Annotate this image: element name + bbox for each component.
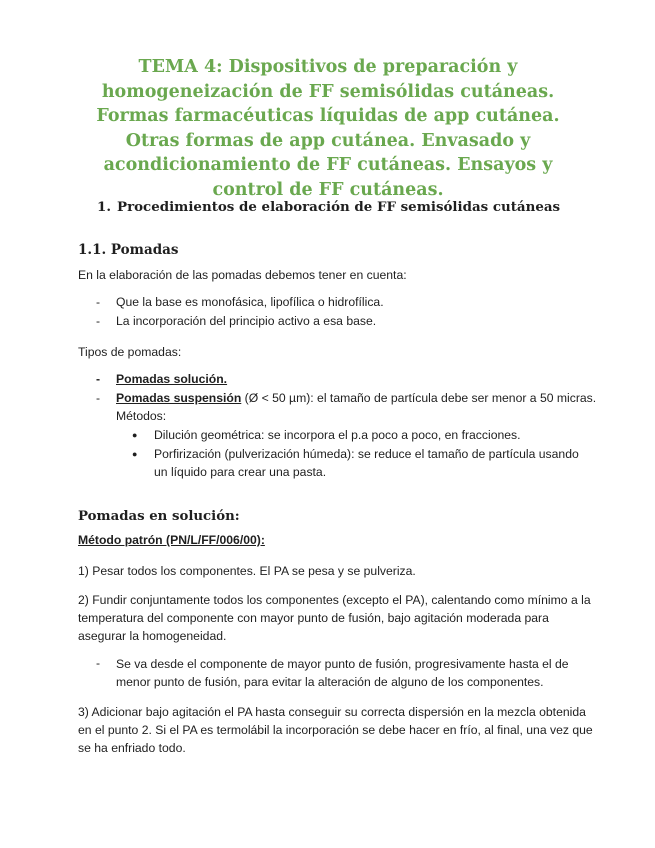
section-number: 1. bbox=[97, 199, 111, 215]
step-3-line: 3) Adicionar bajo agitación el PA hasta conseguir su correcta dispersión en la mezcla obtenida bbox=[78, 705, 586, 719]
method-item-continued: un líquido para crear una pasta. bbox=[154, 465, 327, 479]
dash-marker: - bbox=[96, 391, 101, 405]
step-2-note-line: Se va desde el componente de mayor punto de fusión, progresivamente hasta el de bbox=[116, 657, 569, 671]
solution-heading: Pomadas en solución: bbox=[78, 509, 240, 524]
step-1: 1) Pesar todos los componentes. El PA se pesa y se pulveriza. bbox=[78, 564, 416, 578]
type-pomadas-solucion: Pomadas solución. bbox=[116, 372, 228, 386]
section-heading-text: Procedimientos de elaboración de FF semisólidas cutáneas bbox=[117, 199, 561, 215]
dash-marker: - bbox=[96, 656, 101, 670]
suspension-label: Pomadas suspensión bbox=[116, 391, 242, 405]
step-3 bbox=[78, 703, 593, 757]
bullet-marker: ● bbox=[132, 449, 138, 459]
step-3-line: se ha enfriado todo. bbox=[78, 741, 186, 755]
type-pomadas-suspension bbox=[116, 391, 596, 405]
metodos-label: Métodos: bbox=[116, 409, 167, 423]
step-2-line: asegurar la homogeneidad. bbox=[78, 629, 227, 643]
method-standard: Método patrón (PN/L/FF/006/00): bbox=[78, 533, 265, 547]
types-label: Tipos de pomadas: bbox=[78, 345, 182, 359]
dash-marker: - bbox=[96, 314, 101, 328]
list-item: Que la base es monofásica, lipofílica o hidrofílica. bbox=[116, 295, 384, 309]
list-item: La incorporación del principio activo a esa base. bbox=[116, 314, 377, 328]
step-3-line: en el punto 2. Si el PA es termolábil la incorporación se debe hacer en frío, al final, una vez que bbox=[78, 723, 593, 737]
method-item: Porfirización (pulverización húmeda): se reduce el tamaño de partícula usando bbox=[154, 447, 579, 461]
dash-marker: - bbox=[96, 295, 101, 309]
page-title: TEMA 4: Dispositivos de preparación y homogeneización de FF semisólidas cutáneas. Formas farmacéuticas líquidas de app cutánea. Otras formas de app cutánea. Envasado y acondicionamiento de FF cutáneas. Ensayos y control de FF cutáneas. bbox=[96, 57, 560, 200]
dash-marker: - bbox=[96, 372, 101, 386]
intro-paragraph: En la elaboración de las pomadas debemos tener en cuenta: bbox=[78, 268, 407, 282]
method-item: Dilución geométrica: se incorpora el p.a poco a poco, en fracciones. bbox=[154, 428, 521, 442]
step-2 bbox=[78, 591, 591, 645]
bullet-marker: ● bbox=[132, 430, 138, 440]
suspension-text: (Ø < 50 µm): el tamaño de partícula debe ser menor a 50 micras. bbox=[241, 391, 597, 405]
step-2-line: 2) Fundir conjuntamente todos los componentes (excepto el PA), calentando como mínimo a la bbox=[78, 593, 591, 607]
step-2-note bbox=[116, 655, 569, 691]
subsection-heading: 1.1. Pomadas bbox=[78, 242, 179, 258]
step-2-line: temperatura del componente con mayor punto de fusión, bajo agitación moderada para bbox=[78, 611, 549, 625]
step-2-note-line: menor punto de fusión, para evitar la alteración de alguno de los componentes. bbox=[116, 675, 544, 689]
